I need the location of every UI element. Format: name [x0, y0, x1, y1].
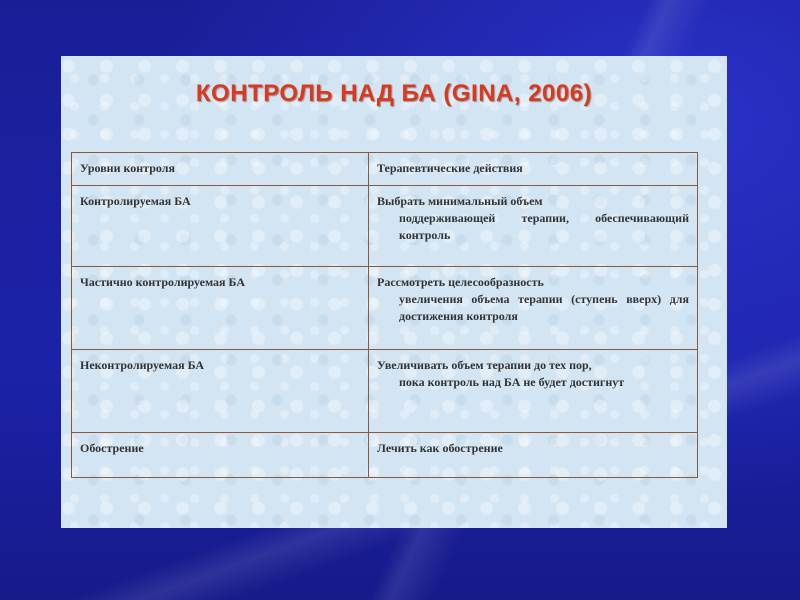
row-action-continuation: пока контроль над БА не будет достигнут: [399, 375, 625, 389]
row-action-first-line: Увеличивать объем терапии до тех пор,: [377, 358, 592, 372]
row-action-first-line: Лечить как обострение: [377, 441, 503, 455]
row-action: [369, 350, 698, 433]
table-row: [72, 267, 698, 350]
row-level: Обострение: [72, 433, 369, 478]
header-control-levels: Уровни контроля: [72, 153, 369, 186]
row-action: [369, 267, 698, 350]
control-table: [71, 152, 698, 478]
row-action: [369, 186, 698, 267]
row-action-continuation: поддерживающей терапии, обеспечивающий контроль: [399, 211, 689, 242]
table-row: [72, 433, 698, 478]
row-action-first-line: Рассмотреть целесообразность: [377, 275, 544, 289]
table-row: [72, 350, 698, 433]
table-row: [72, 186, 698, 267]
row-level: Контролируемая БА: [72, 186, 369, 267]
row-action-first-line: Выбрать минимальный объем: [377, 194, 543, 208]
row-action-continuation: увеличения объема терапии (ступень вверх) для достижения контроля: [399, 292, 689, 323]
header-therapeutic-actions: Терапевтические действия: [369, 153, 698, 186]
slide-panel: [61, 56, 727, 528]
row-level: Неконтролируемая БА: [72, 350, 369, 433]
slide-title: КОНТРОЛЬ НАД БА (GINA, 2006): [195, 80, 593, 107]
row-action: [369, 433, 698, 478]
table-header-row: [72, 153, 698, 186]
row-level: Частично контролируемая БА: [72, 267, 369, 350]
